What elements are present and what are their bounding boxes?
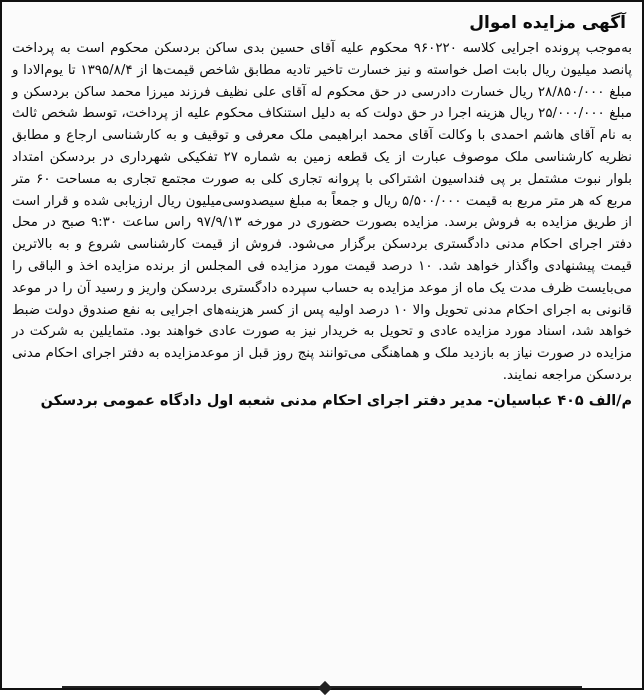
notice-content (12, 10, 632, 676)
divider-ornament-icon (318, 681, 332, 695)
notice-body: به‌موجب پرونده اجرایی کلاسه ۹۶۰۲۲۰ محکوم علیه آقای حسین بدی ساکن بردسکن محکوم است به پرداخت پانصد میلیون ریال بابت اصل خواسته و نیز خسارت تاخیر تادیه مطابق شاخص قیمت‌ها از ۱۳۹۵/۸/۴ تا یوم‌الادا و مبلغ ۲۸/۸۵۰/۰۰۰ ریال خسارت دادرسی در حق محکوم له آقای علی نظیف فرزند میرزا محمد ساکن بردسکن و مبلغ ۲۵/۰۰۰/۰۰۰ ریال هزینه اجرا در حق دولت که به دلیل استنکاف محکوم علیه از پرداخت، توسط شخص ثالث به نام آقای هاشم احمدی با وکالت آقای محمد ابراهیمی ملک معرفی و توقیف و به کارشناسی ارجاع و مطابق نظریه کارشناسی ملک موصوف عبارت از یک قطعه زمین به شماره ۲۷ تفکیکی شهرداری در بردسکن امتداد بلوار نبوت مشتمل بر پی فنداسیون اشتراکی با پروانه تجاری کلی به صورت مجتمع تجاری به مساحت ۶۰ متر مربع که هر متر مربع به قیمت ۵/۵۰۰/۰۰۰ ریال و جمعاً به مبلغ سیصدوسی‌میلیون ریال ارزیابی شده و قرار است از طریق مزایده به فروش برسد. مزایده بصورت حضوری در مورخه ۹۷/۹/۱۳ راس ساعت ۹:۳۰ صبح در محل دفتر اجرای احکام مدنی دادگستری بردسکن برگزار می‌شود. فروش از قیمت کارشناسی شروع و به بالاترین قیمت پیشنهادی واگذار خواهد شد. ۱۰ درصد قیمت مورد مزایده فی المجلس از برنده مزایده اخذ و الباقی را می‌بایست ظرف مدت یک ماه از موعد مزایده به حساب سپرده دادگستری بردسکن واریز و رسید آن را در موعد قانونی به اجرای احکام مدنی تحویل والا ۱۰ درصد اولیه پس از کسر هزینه‌های اجرایی به نفع صندوق دولت ضبط خواهد شد، اسناد مورد مزایده عادی و تحویل به خریدار نیز به صورت عادی خواهند بود. متمایلین به شرکت در مزایده در صورت نیاز به بازدید ملک و هماهنگی می‌توانند پنج روز قبل از موعدمزایده به دفتر اجرای احکام مدنی بردسکن مراجعه نمایند. (12, 41, 633, 383)
notice-signature: م/الف ۴۰۵ عباسیان- مدیر دفتر اجرای احکام مدنی شعبه اول دادگاه عمومی بردسکن (40, 392, 632, 409)
notice-title: آگهی مزایده اموال (469, 13, 626, 33)
